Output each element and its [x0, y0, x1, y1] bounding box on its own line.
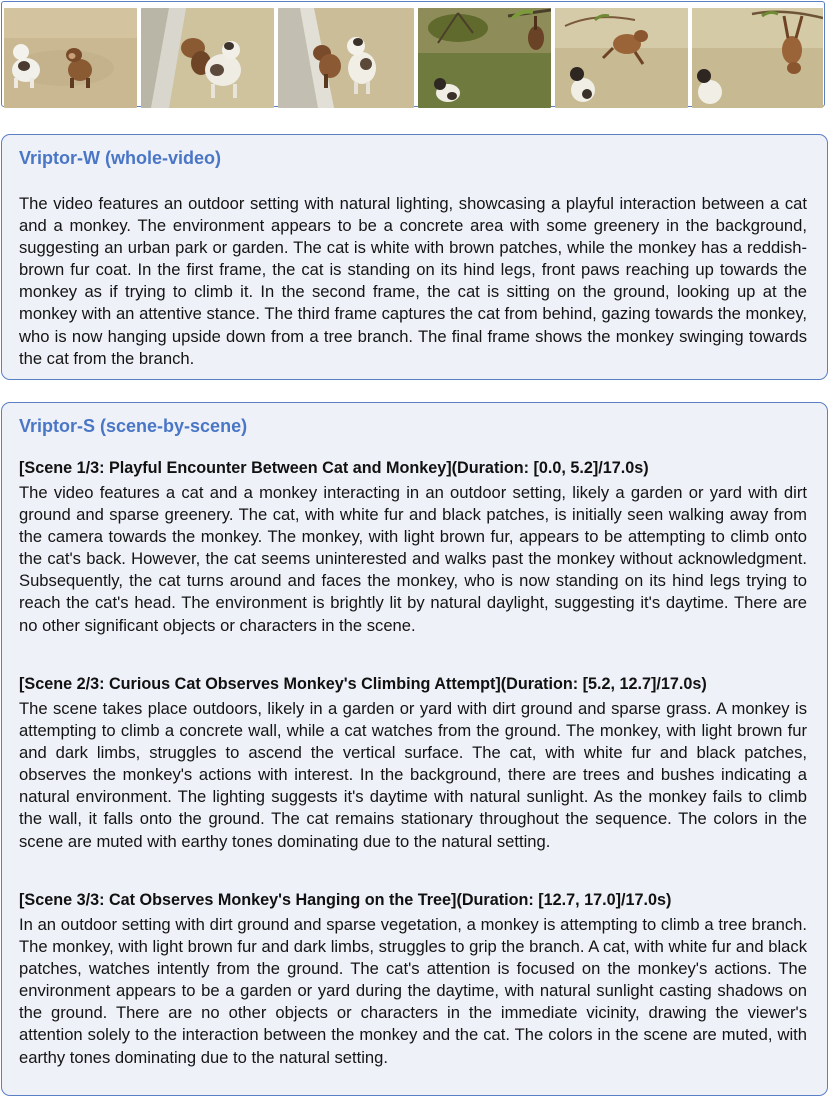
- scene-2-text: The scene takes place outdoors, likely in a garden or yard with dirt ground and sparse grass. A monkey is attempting to climb a concrete wall, while a cat watches from the ground. The monkey, with light brown fur and dark limbs, struggles to ascend the vertical surface. The cat, with white fur and black patches, observes the monkey's actions with interest. In the background, there are trees and bushes indicating a natural environment. The lighting suggests it's daytime with natural sunlight. As the monkey fails to climb the wall, it falls onto the ground. The cat remains stationary throughout the sequence. The colors in the scene are muted with earthy tones dominating due to the natural setting.: [19, 699, 807, 851]
- scene-by-scene-title: Vriptor-S (scene-by-scene): [19, 416, 248, 436]
- whole-video-caption-card: [1, 134, 828, 380]
- scene-2-heading: [Scene 2/3: Curious Cat Observes Monkey's Climbing Attempt](Duration: [5.2, 12.7]/17.0s): [19, 675, 707, 693]
- video-frame-1: [4, 8, 137, 108]
- video-frame-2: [141, 8, 274, 108]
- video-frame-5: [555, 8, 688, 108]
- video-frame-strip: [1, 1, 825, 107]
- scene-3-text: In an outdoor setting with dirt ground and sparse vegetation, a monkey is attempting to climb a tree branch. The monkey, with light brown fur and dark limbs, struggles to grip the branch. A cat, with white fur and black patches, watches intently from the ground. The cat's attention is focused on the monkey's actions. The environment appears to be a garden or yard during the daytime, with natural sunlight casting shadows on the ground. There are no other objects or characters in the immediate vicinity, drawing the viewer's attention solely to the interaction between the monkey and the cat. The colors in the scene are muted, with earthy tones dominating due to the natural setting.: [19, 915, 807, 1067]
- scene-1-text: The video features a cat and a monkey interacting in an outdoor setting, likely a garden or yard with dirt ground and sparse greenery. The cat, with white fur and black patches, is initially seen walking away from the camera towards the monkey. The monkey, with light brown fur, appears to be attempting to climb onto the cat's back. However, the cat seems uninterested and walks past the monkey without acknowledgment. Subsequently, the cat turns around and faces the monkey, who is now standing on its hind legs trying to reach the cat's head. The environment is brightly lit by natural daylight, suggesting it's daytime. There are no other significant objects or characters in the scene.: [19, 483, 807, 635]
- video-frame-4: [418, 8, 551, 108]
- scene-by-scene-caption-card: [1, 402, 828, 1096]
- video-frame-3: [278, 8, 414, 108]
- scene-1-heading: [Scene 1/3: Playful Encounter Between Cat and Monkey](Duration: [0.0, 5.2]/17.0s): [19, 459, 649, 477]
- whole-video-title: Vriptor-W (whole-video): [19, 148, 221, 168]
- whole-video-text: The video features an outdoor setting with natural lighting, showcasing a playful interaction between a cat and a monkey. The environment appears to be a concrete area with some greenery in the background, suggesting an urban park or garden. The cat is white with brown patches, while the monkey has a reddish-brown fur coat. In the first frame, the cat is standing on its hind legs, front paws reaching up towards the monkey as if trying to climb it. In the second frame, the cat is sitting on the ground, looking up at the monkey with an attentive stance. The third frame captures the cat from behind, gazing towards the monkey, who is now hanging upside down from a tree branch. The final frame shows the monkey swinging towards the cat from the branch.: [19, 194, 807, 368]
- scene-3-heading: [Scene 3/3: Cat Observes Monkey's Hanging on the Tree](Duration: [12.7, 17.0]/17.0s): [19, 891, 672, 909]
- video-frame-6: [692, 8, 823, 108]
